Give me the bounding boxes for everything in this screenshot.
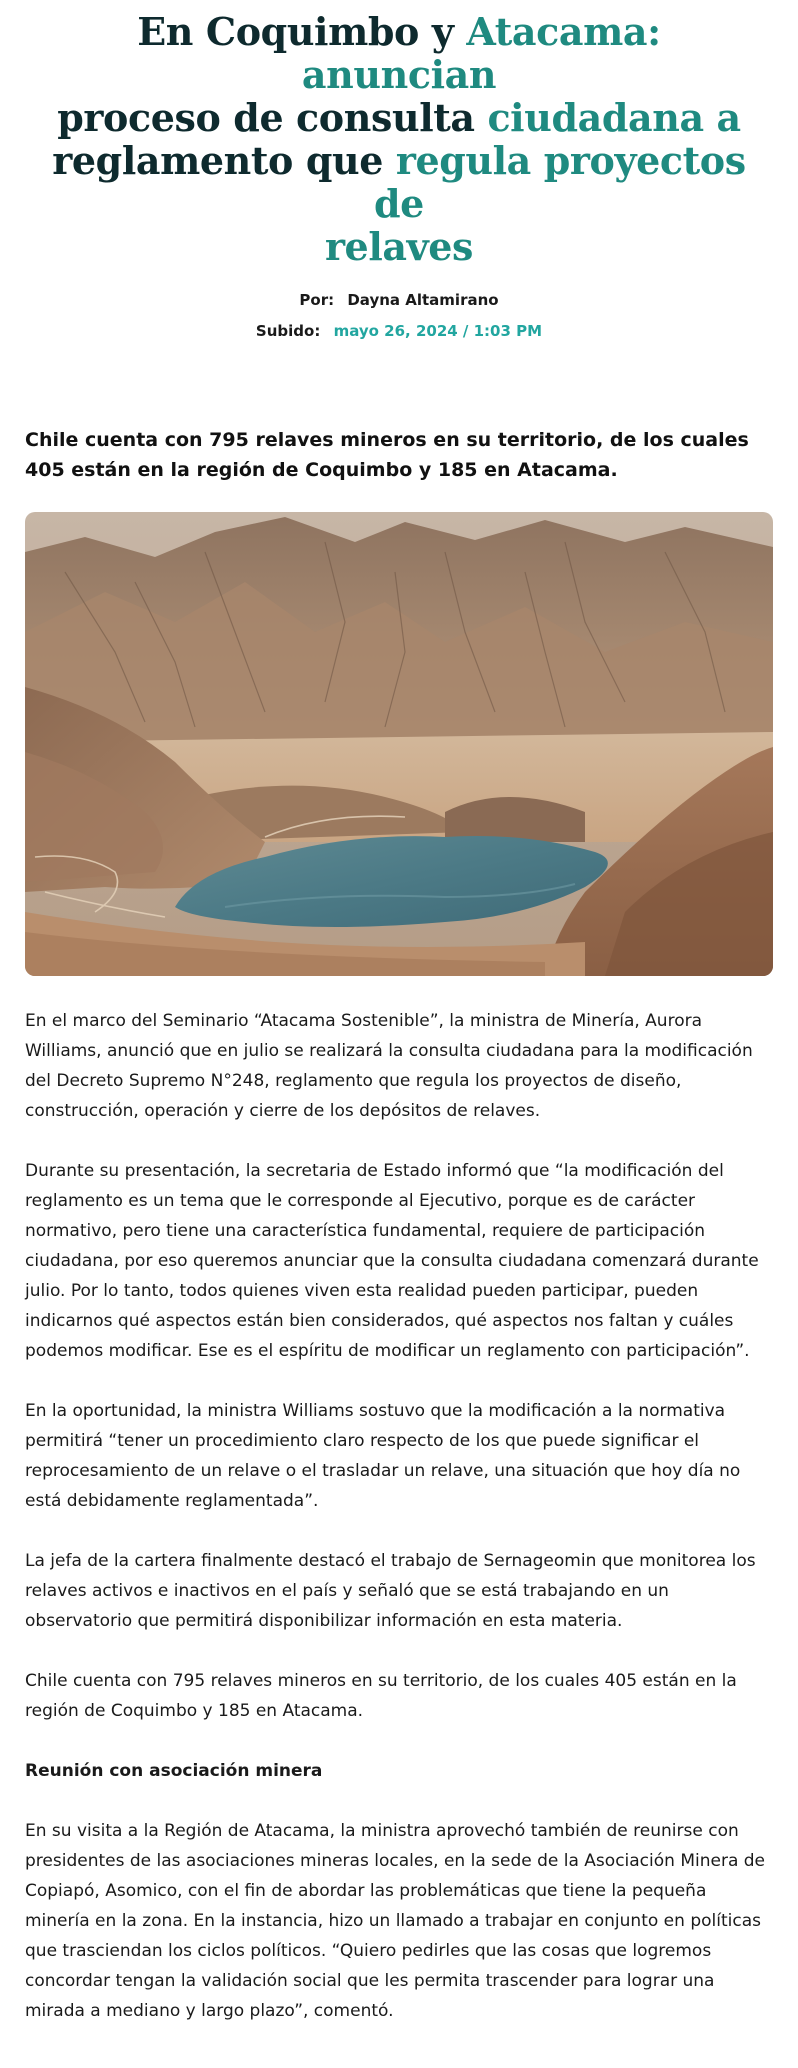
title-segment-highlight: Atacama: anuncian — [301, 9, 661, 97]
title-segment: reglamento que — [52, 138, 396, 183]
article-paragraph: Chile cuenta con 795 relaves mineros en su territorio, de los cuales 405 están en la región de Coquimbo y 185 en Atacama. — [25, 1671, 737, 1721]
byline-label: Por: — [299, 291, 335, 309]
article-title — [45, 10, 753, 268]
author-name[interactable]: Dayna Altamirano — [347, 291, 499, 309]
uploaded-label: Subido: — [255, 322, 321, 340]
article — [0, 10, 798, 2026]
byline — [25, 290, 773, 310]
title-segment: En Coquimbo y — [137, 9, 467, 54]
article-paragraph: En su visita a la Región de Atacama, la ministra aprovechó también de reunirse con presidentes de las asociaciones mineras locales, en la sede de la Asociación Minera de Copiapó, Asomico, con el fin de abordar las problemáticas que tiene la pequeña minería en la zona. En la instancia, hizo un llamado a trabajar en conjunto en políticas que trasciendan los ciclos políticos. “Quiero pedirles que las cosas que logremos concordar tengan la validación social que les permita trascender para lograr una mirada a mediano y largo plazo”, comentó. — [25, 1821, 766, 2021]
article-meta — [25, 290, 773, 341]
upload-info — [25, 321, 773, 341]
article-paragraph: En la oportunidad, la ministra Williams sostuvo que la modificación a la normativa permitirá “tener un procedimiento claro respecto de los que puede significar el reprocesamiento de un relave o el trasladar un relave, una situación que hoy día no está debidamente reglamentada”. — [25, 1401, 741, 1511]
article-lead: Chile cuenta con 795 relaves mineros en su territorio, de los cuales 405 están en la región de Coquimbo y 185 en Atacama. — [25, 429, 749, 481]
article-paragraph: Durante su presentación, la secretaria de Estado informó que “la modificación del reglamento es un tema que le corresponde al Ejecutivo, porque es de carácter normativo, pero tiene una característica fundamental, requiere de participación ciudadana, por eso queremos anunciar que la consulta ciudadana comenzará durante julio. Por lo tanto, todos quienes viven esta realidad pueden participar, pueden indicarnos qué aspectos están bien considerados, qué aspectos nos faltan y cuáles podemos modificar. Ese es el espíritu de modificar un reglamento con participación”. — [25, 1161, 759, 1361]
article-body — [25, 1006, 773, 2026]
publish-date: mayo 26, 2024 / 1:03 PM — [333, 322, 543, 340]
title-segment-highlight: ciudadana a — [487, 95, 741, 140]
article-hero-image — [25, 512, 773, 976]
title-segment: proceso de consulta — [57, 95, 488, 140]
article-paragraph: En el marco del Seminario “Atacama Sostenible”, la ministra de Minería, Aurora Williams, anunció que en julio se realizará la consulta ciudadana para la modificación del Decreto Supremo N°248, reglamento que regula los proyectos de diseño, construcción, operación y cierre de los depósitos de relaves. — [25, 1011, 753, 1121]
title-segment-highlight: regula proyectos de — [374, 138, 746, 226]
article-paragraph: La jefa de la cartera finalmente destacó el trabajo de Sernageomin que monitorea los relaves activos e inactivos en el país y señaló que se está trabajando en un observatorio que permitirá disponibilizar información en esta materia. — [25, 1551, 756, 1631]
section-heading: Reunión con asociación minera — [25, 1761, 323, 1781]
title-segment-highlight: relaves — [324, 224, 474, 269]
